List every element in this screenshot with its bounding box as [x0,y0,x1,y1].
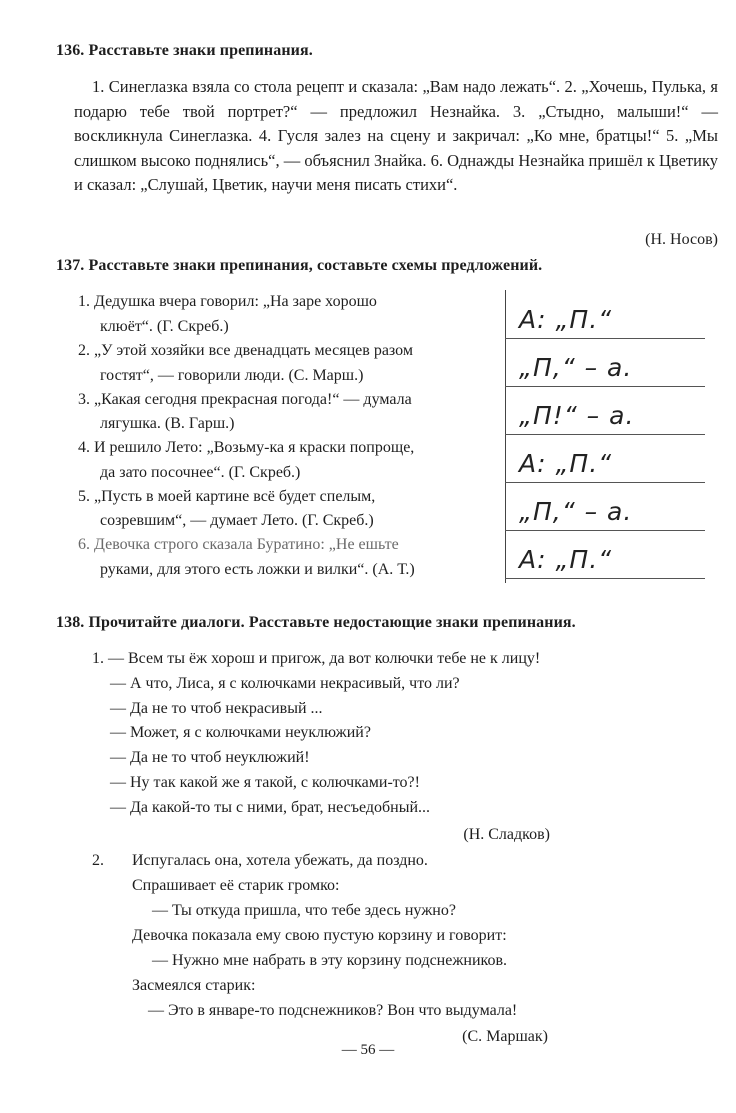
dialog-line: Засмеялся старик: [132,977,256,994]
sentence-line: лягушка. (В. Гарш.) [100,415,235,432]
sentence-line: гостят“, — говорили люди. (С. Марш.) [100,367,364,384]
scheme-text: „П,“ – а. [519,353,633,382]
dialog-line: — Ты откуда пришла, что тебе здесь нужно? [152,902,456,919]
scheme-row [505,434,705,483]
scheme-text: А: „П.“ [519,449,613,478]
sentence-line: клюёт“. (Г. Скреб.) [100,318,229,335]
scheme-row [505,338,705,387]
dialog-line: — Это в январе-то подснежников? Вон что выдумала! [148,1002,518,1019]
dialog-line: — Да не то чтоб неуклюжий! [110,749,310,766]
sentence-line: руками, для этого есть ложки и вилки“. (А. Т.) [100,561,415,578]
sentence-line: 1. Дедушка вчера говорил: „На заре хорошо [78,293,377,310]
scheme-row [505,530,705,579]
dialog-line: — Да какой-то ты с ними, брат, несъедобный... [110,799,431,816]
sentence-line: 5. „Пусть в моей картине всё будет спелым, [78,488,376,505]
dialog-1-source: (Н. Сладков) [463,826,550,843]
scheme-text: „П!“ – а. [519,401,635,430]
task-136-text: 1. Синеглазка взяла со стола рецепт и сказала: „Вам надо лежать“. 2. „Хочешь, Пулька, я подарю тебе твой портрет?“ — предложил Незнайка. 3. „Стыдно, малыши!“ — воскликнула Синеглазка. 4. Гусля залез на сцену и закричал: „Ко мне, братцы!“ 5. „Мы слишком высоко поднялись“, — объяснил Знайка. 6. Однажды Незнайка пришёл к Цветику и сказал: „Слушай, Цветик, научи меня писать стихи“. [74,77,718,195]
task-138-title: 138. Прочитайте диалоги. Расставьте недостающие знаки препинания. [56,614,576,631]
sentence-line: 6. Девочка строго сказала Буратино: „Не ешьте [78,536,399,553]
scheme-row [505,290,705,339]
sentence-line: да зато посочнее“. (Г. Скреб.) [100,464,301,481]
task-136-source: (Н. Носов) [645,231,718,248]
dialog-line: — Может, я с колючками неуклюжий? [110,724,371,741]
sentence-line: 2. „У этой хозяйки все двенадцать месяцев разом [78,342,413,359]
dialog-line: — Нужно мне набрать в эту корзину подснежников. [152,952,508,969]
dialog-line: — А что, Лиса, я с колючками некрасивый, что ли? [110,675,460,692]
dialog-line: Испугалась она, хотела убежать, да поздно. [132,852,428,869]
sentence-line: 3. „Какая сегодня прекрасная погода!“ — думала [78,391,412,408]
page-number: — 56 — [341,1042,395,1058]
sentence-line: 4. И решило Лето: „Возьму-ка я краски попроще, [78,439,415,456]
task-136-title: 136. Расставьте знаки препинания. [56,42,313,59]
scheme-text: „П,“ – а. [519,497,633,526]
dialog-line: — Да не то чтоб некрасивый ... [110,700,323,717]
dialog-line: — Ну так какой же я такой, с колючками-то?! [110,774,420,791]
dialog-2-number: 2. [92,852,104,869]
dialog-line: Девочка показала ему свою пустую корзину и говорит: [132,927,507,944]
dialog-2-source: (С. Маршак) [462,1028,548,1045]
handwritten-schemes-box [505,290,705,583]
scheme-text: А: „П.“ [519,545,613,574]
sentence-line: созревшим“, — думает Лето. (Г. Скреб.) [100,512,374,529]
dialog-line: 1. — Всем ты ёж хорош и пригож, да вот колючки тебе не к лицу! [92,650,541,667]
scheme-row [505,482,705,531]
task-137-title: 137. Расставьте знаки препинания, составьте схемы предложений. [56,257,543,274]
dialog-line: Спрашивает её старик громко: [132,877,340,894]
scheme-text: А: „П.“ [519,305,613,334]
scheme-row [505,386,705,435]
